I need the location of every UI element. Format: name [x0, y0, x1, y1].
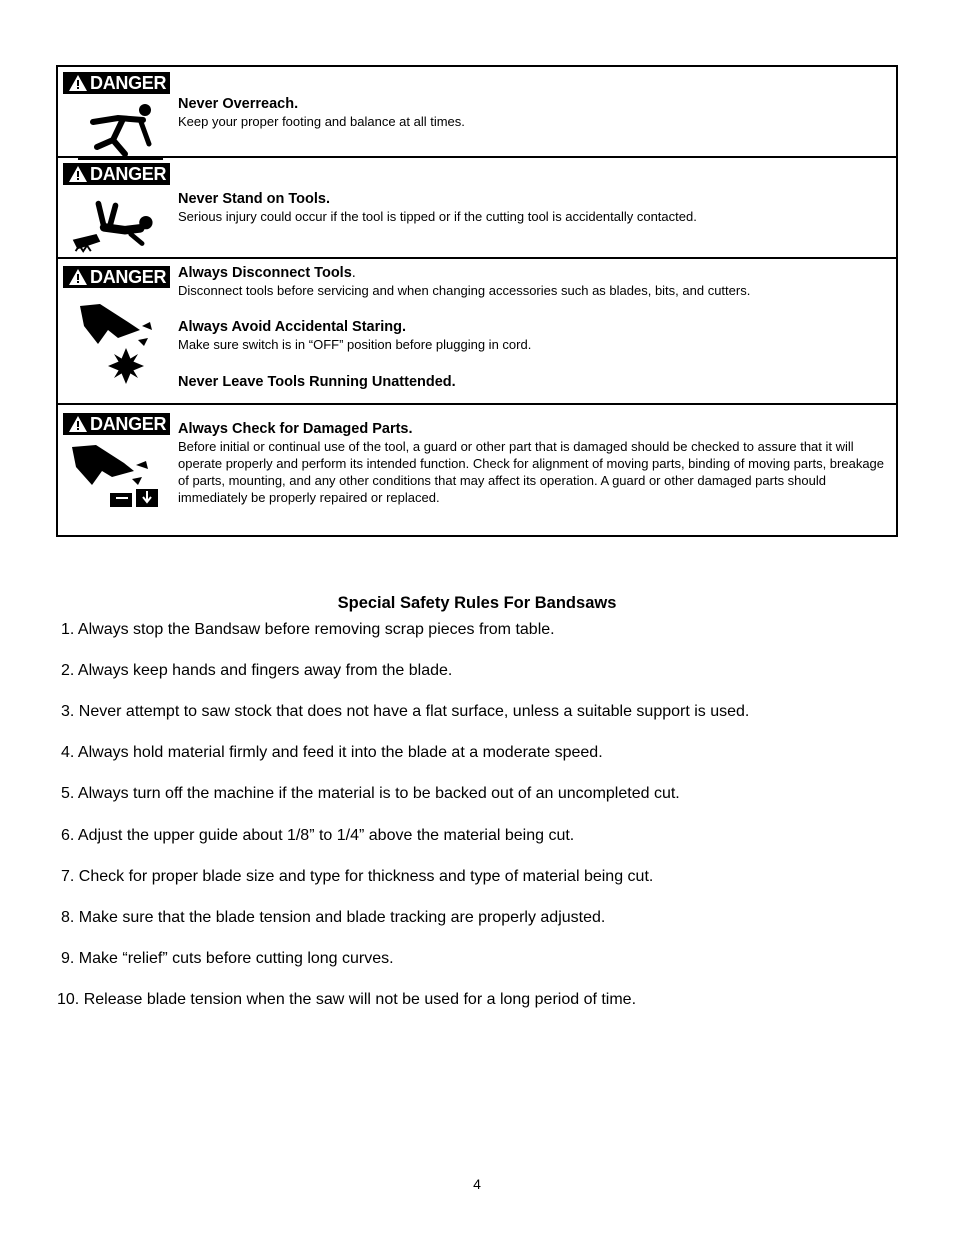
rule-item: 10. Release blade tension when the saw will not be used for a long period of time. — [57, 991, 637, 1008]
section-text — [178, 264, 892, 391]
section-body: Disconnect tools before servicing and when changing accessories such as blades, bits, and cutters. — [178, 283, 751, 298]
special-rules-title: Special Safety Rules For Bandsaws — [337, 594, 617, 612]
person-falling-off-tool-icon — [68, 190, 163, 260]
rule-item: 3. Never attempt to saw stock that does not have a flat surface, unless a suitable support is used. — [61, 703, 750, 720]
danger-row-damaged-parts — [58, 405, 896, 535]
danger-badge — [63, 266, 170, 288]
danger-label: DANGER — [90, 72, 167, 93]
danger-row-stand-on-tools — [58, 158, 896, 259]
heading-suffix: . — [351, 265, 356, 281]
page-number: 4 — [473, 1176, 481, 1192]
hand-damaged-part-icon — [70, 445, 162, 515]
danger-label: DANGER — [90, 266, 167, 287]
warning-triangle-icon — [69, 75, 87, 91]
rule-item: 6. Adjust the upper guide about 1/8” to 1/4” above the material being cut. — [61, 827, 575, 844]
hand-spinning-blade-icon — [78, 304, 163, 389]
danger-row-disconnect — [58, 259, 896, 405]
rule-item: 9. Make “relief” cuts before cutting long curves. — [61, 950, 394, 967]
warning-triangle-icon — [69, 166, 87, 182]
danger-badge — [63, 72, 170, 94]
overreach-falling-person-icon — [73, 97, 168, 167]
section-body: Serious injury could occur if the tool is tipped or if the cutting tool is accidentally contacted. — [178, 209, 697, 224]
danger-label: DANGER — [90, 163, 167, 184]
section-text — [178, 420, 892, 506]
section-body: Keep your proper footing and balance at all times. — [178, 114, 465, 129]
section-text — [178, 95, 892, 130]
rule-item: 8. Make sure that the blade tension and blade tracking are properly adjusted. — [61, 909, 606, 926]
section-body: Before initial or continual use of the tool, a guard or other part that is damaged should be checked to assure that it will operate properly and perform its intended function. Check for alignment of moving parts, binding of moving parts, breakage of parts, mounting, and any other conditions that may affect its operation. A guard or other damaged parts should immediately be properly repaired or replaced. — [178, 439, 885, 505]
section-heading-line — [178, 264, 892, 282]
section-heading: Never Stand on Tools. — [178, 191, 331, 207]
section-heading: Never Leave Tools Running Unattended. — [178, 374, 456, 390]
danger-badge — [63, 413, 170, 435]
rule-item: 4. Always hold material firmly and feed it into the blade at a moderate speed. — [61, 744, 603, 761]
section-heading: Always Disconnect Tools — [178, 265, 352, 281]
section-body: Make sure switch is in “OFF” position before plugging in cord. — [178, 337, 532, 352]
warning-triangle-icon — [69, 416, 87, 432]
section-heading: Never Overreach. — [178, 96, 299, 112]
rule-item: 1. Always stop the Bandsaw before removing scrap pieces from table. — [61, 621, 555, 638]
rule-item: 2. Always keep hands and fingers away from the blade. — [61, 662, 453, 679]
warning-triangle-icon — [69, 269, 87, 285]
rule-item: 7. Check for proper blade size and type for thickness and type of material being cut. — [61, 868, 654, 885]
danger-badge — [63, 163, 170, 185]
section-heading: Always Check for Damaged Parts. — [178, 421, 413, 437]
rule-item: 5. Always turn off the machine if the material is to be backed out of an uncompleted cut. — [61, 785, 680, 802]
section-heading: Always Avoid Accidental Staring. — [178, 319, 407, 335]
danger-label: DANGER — [90, 413, 167, 434]
section-text — [178, 190, 892, 225]
danger-table — [56, 65, 898, 537]
danger-row-overreach — [58, 67, 896, 158]
